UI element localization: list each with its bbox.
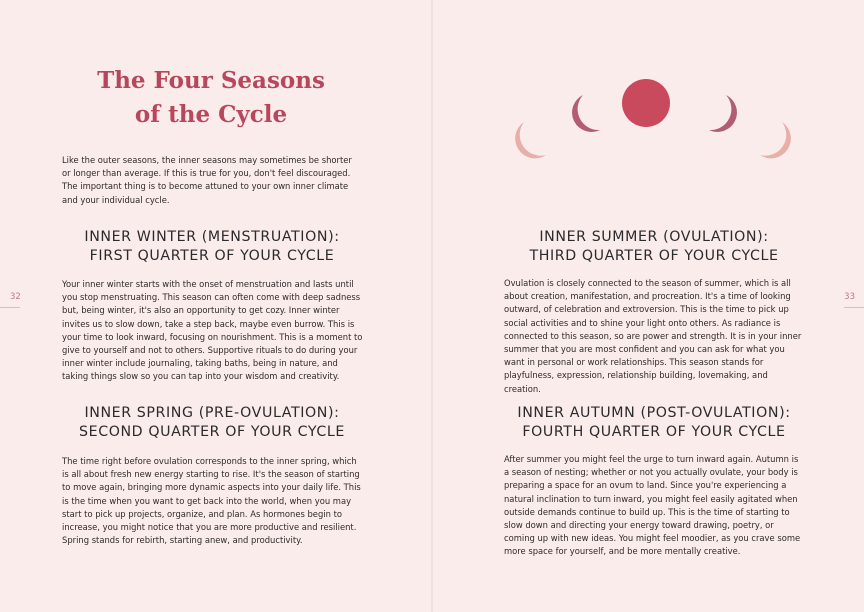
page-number-rule-left: [0, 307, 20, 308]
page-number-rule-right: [844, 307, 864, 308]
waxing-crescent-icon: [572, 95, 600, 132]
title-line-2: of the Cycle: [134, 101, 288, 128]
summer-heading: [494, 228, 814, 266]
autumn-heading: [494, 404, 814, 442]
spring-heading-line-2: SECOND QUARTER OF YOUR CYCLE: [79, 424, 345, 440]
spring-body: The time right before ovulation corresponds to the inner spring, which is all about fresh new energy starting to rise. It's the season of starting to move again, bringing more dynamic aspects into your daily life. This is the time when you want to get back into the world, when you may start to pick up projects, organize, and plan. As hormones begin to increase, you might notice that you are more productive and resilient. Spring stands for rebirth, starting anew, and productivity.: [62, 456, 361, 546]
winter-heading-line-2: FIRST QUARTER OF YOUR CYCLE: [89, 248, 335, 264]
title-line-1: The Four Seasons: [97, 67, 325, 94]
intro-paragraph: Like the outer seasons, the inner seasons may sometimes be shorter or longer than average. If this is true for you, don't feel discouraged. The important thing is to become attuned to your own inner climate and your individual cycle.: [62, 155, 352, 205]
autumn-body: After summer you might feel the urge to turn inward again. Autumn is a season of nesting; whether or not you actually ovulate, your body is preparing a space for an ovum to land. Since you're experiencing a natural inclination to turn inward, you might feel easily agitated when outside demands continue to build up. This is the time of starting to slow down and directing your energy toward drawing, poetry, or coming up with new ideas. You might feel moodier, as you crave some more space for yourself, and be more mentally creative.: [504, 454, 801, 557]
page-title: [60, 64, 362, 132]
autumn-heading-line-2: FOURTH QUARTER OF YOUR CYCLE: [522, 424, 786, 440]
summer-heading-line-2: THIRD QUARTER OF YOUR CYCLE: [529, 248, 779, 264]
moon-phases: [500, 70, 800, 170]
waning-crescent-icon: [709, 95, 737, 132]
waxing-crescent-icon: [515, 122, 546, 158]
winter-heading-line-1: INNER WINTER (MENSTRUATION):: [84, 229, 340, 245]
full-moon-icon: [622, 79, 670, 127]
autumn-heading-line-1: INNER AUTUMN (POST-OVULATION):: [517, 405, 791, 421]
spring-heading: [52, 404, 372, 442]
winter-heading: [52, 228, 372, 266]
summer-heading-line-1: INNER SUMMER (OVULATION):: [539, 229, 769, 245]
page-number-right: 33: [844, 292, 855, 302]
page-number-left: 32: [10, 292, 21, 302]
right-page: [432, 0, 864, 612]
spring-heading-line-1: INNER SPRING (PRE-OVULATION):: [84, 405, 340, 421]
winter-body: Your inner winter starts with the onset of menstruation and lasts until you stop menstruating. This season can often come with deep sadness but, being winter, it's also an opportunity to get cozy. Inner winter invites us to slow down, take a step back, maybe even burrow. This is your time to look inward, focusing on nourishment. This is a moment to give to yourself and not to others. Supportive rituals to do during your inner winter include journaling, taking baths, being in nature, and taking things slow so you can tap into your wisdom and creativity.: [62, 279, 363, 382]
summer-body: Ovulation is closely connected to the season of summer, which is all about creation, manifestation, and procreation. It's a time of looking outward, of celebration and extroversion. This is the time to pick up social activities and to shine your light onto others. As radiance is connected to this season, so are power and strength. It is in your inner summer that you are most confident and you can ask for what you want in personal or work relationships. This season stands for playfulness, expression, relationship building, lovemaking, and creation.: [504, 278, 802, 394]
waning-crescent-icon: [760, 122, 791, 158]
